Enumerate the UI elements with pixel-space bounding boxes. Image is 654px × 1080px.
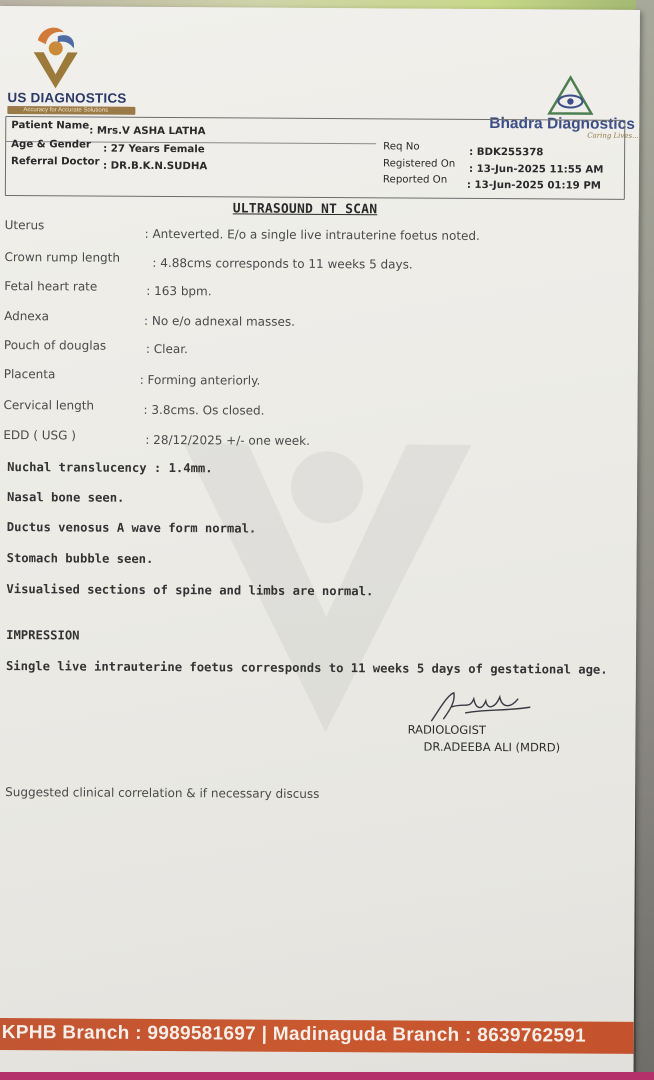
report-title: ULTRASOUND NT SCAN — [232, 201, 378, 218]
us-diagnostics-logo-icon — [27, 22, 83, 92]
finding-label-edd: EDD ( USG ) — [3, 428, 76, 443]
age-gender-label: Age & Gender — [11, 139, 92, 151]
finding-value-crl: : 4.88cms corresponds to 11 weeks 5 days. — [152, 255, 413, 272]
finding-label-cervical: Cervical length — [3, 398, 95, 413]
radiologist-role: RADIOLOGIST — [407, 722, 487, 737]
radiologist-signature-icon — [426, 689, 536, 726]
radiologist-name: DR.ADEEBA ALI (MDRD) — [423, 739, 561, 755]
registered-on-label: Registered On — [383, 158, 456, 170]
finding-value-pod: : Clear. — [145, 341, 188, 357]
age-gender-value: : 27 Years Female — [103, 143, 205, 156]
brand-right-name: Bhadra Diagnostics — [489, 114, 635, 133]
finding-label-crl: Crown rump length — [4, 250, 121, 265]
req-no-value: : BDK255378 — [469, 146, 544, 159]
branch-contacts: KPHB Branch : 9989581697 | Madinaguda Branch : 8639762591 — [1, 1022, 587, 1047]
registered-on-value: : 13-Jun-2025 11:55 AM — [468, 163, 604, 176]
patient-name-value: : Mrs.V ASHA LATHA — [89, 125, 206, 138]
finding-value-uterus: : Anteverted. E/o a single live intrauterine foetus noted. — [144, 226, 480, 243]
background-strip — [0, 1072, 654, 1080]
bhadra-eye-logo-icon — [547, 75, 593, 117]
finding-nasal-bone: Nasal bone seen. — [6, 490, 125, 505]
finding-value-edd: : 28/12/2025 +/- one week. — [145, 432, 310, 448]
brand-left-tagline-bar — [7, 106, 135, 115]
referral-doctor-label: Referral Doctor — [11, 156, 100, 168]
clinical-correlation-note: Suggested clinical correlation & if necessary discuss — [5, 785, 320, 801]
finding-label-uterus: Uterus — [4, 218, 45, 233]
req-no-label: Req No — [383, 141, 420, 153]
branch-footer — [0, 1018, 634, 1054]
brand-left-name: US DIAGNOSTICS — [7, 90, 127, 106]
reported-on-value: : 13-Jun-2025 01:19 PM — [466, 179, 601, 192]
brand-right-tagline: Caring Lives... — [587, 131, 639, 140]
referral-doctor-value: : DR.B.K.N.SUDHA — [102, 160, 208, 173]
finding-value-cervical: : 3.8cms. Os closed. — [143, 402, 265, 418]
patient-name-label: Patient Name — [11, 120, 90, 132]
finding-nuchal: Nuchal translucency : 1.4mm. — [7, 460, 213, 476]
finding-label-placenta: Placenta — [3, 367, 56, 382]
finding-value-adnexa: : No e/o adnexal masses. — [144, 313, 296, 329]
report-sheet — [0, 6, 640, 1076]
reported-on-label: Reported On — [382, 174, 448, 186]
finding-stomach: Stomach bubble seen. — [6, 551, 154, 566]
finding-label-pod: Pouch of douglas — [3, 338, 107, 353]
finding-value-fhr: : 163 bpm. — [146, 283, 212, 299]
brand-left-tagline: Accuracy for Accurate Solutions — [23, 107, 109, 114]
impression-text: Single live intrauterine foetus corresponds to 11 weeks 5 days of gestational age. — [5, 659, 608, 677]
finding-value-placenta: : Forming anteriorly. — [139, 372, 261, 388]
finding-ductus: Ductus venosus A wave form normal. — [6, 520, 257, 536]
finding-spine: Visualised sections of spine and limbs are normal. — [6, 582, 374, 599]
finding-label-adnexa: Adnexa — [4, 309, 50, 324]
impression-heading: IMPRESSION — [6, 628, 80, 643]
finding-label-fhr: Fetal heart rate — [4, 279, 98, 294]
